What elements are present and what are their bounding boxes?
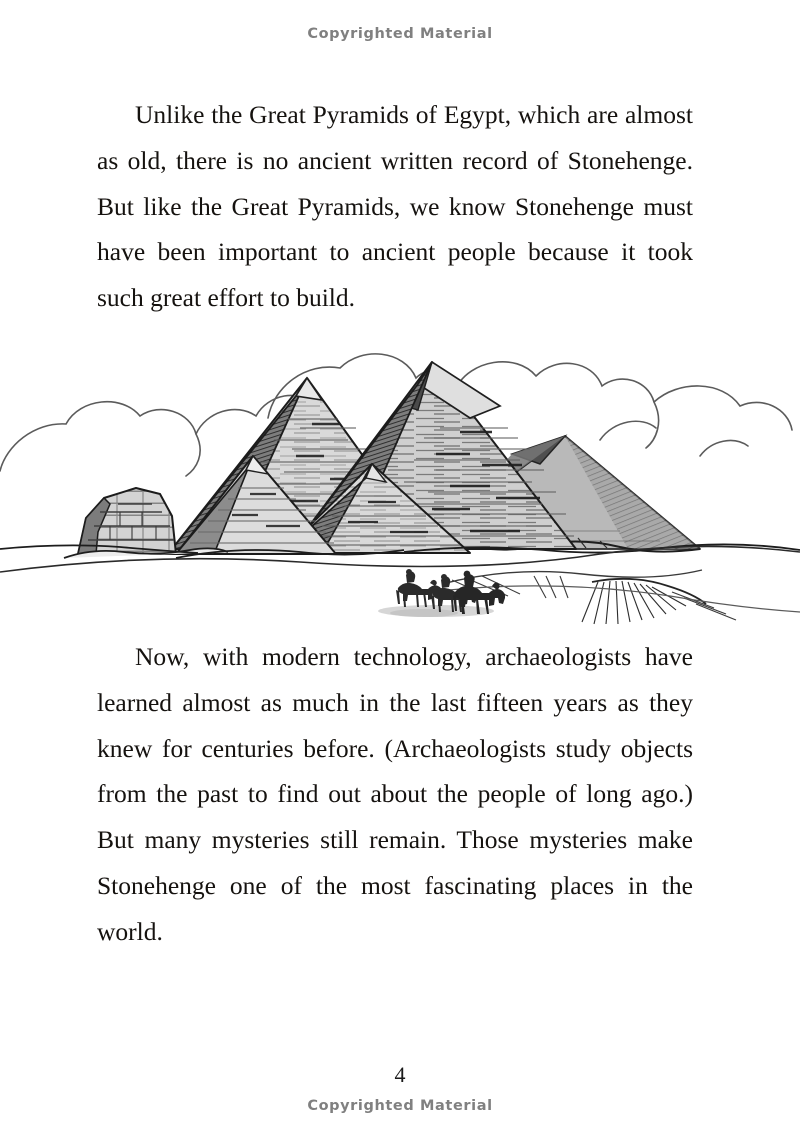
copyright-watermark-bottom: Copyrighted Material (307, 1098, 493, 1114)
copyright-watermark-top: Copyrighted Material (307, 26, 493, 42)
body-paragraph-1: Unlike the Great Pyramids of Egypt, which are almost as old, there is no ancient written record of Stonehenge. But like the Great Pyramids, we know Stonehenge must have been important to ancient people because it took such great effort to build. (97, 100, 693, 313)
camel-with-rider (396, 569, 442, 607)
page-number: 4 (394, 1062, 406, 1087)
camel-caravan (378, 569, 505, 617)
paragraph-block-1 (97, 92, 693, 321)
body-paragraph-2: Now, with modern technology, archaeologists have learned almost as much in the last fifteen years as they knew for centuries before. (Archaeologists study objects from the past to find out about the people of long ago.) But many mysteries still remain. Those mysteries make Stonehenge one of the most fascinating places in the world. (97, 642, 693, 946)
great-pyramids-of-giza-illustration (0, 336, 800, 636)
paragraph-block-2 (97, 634, 693, 955)
